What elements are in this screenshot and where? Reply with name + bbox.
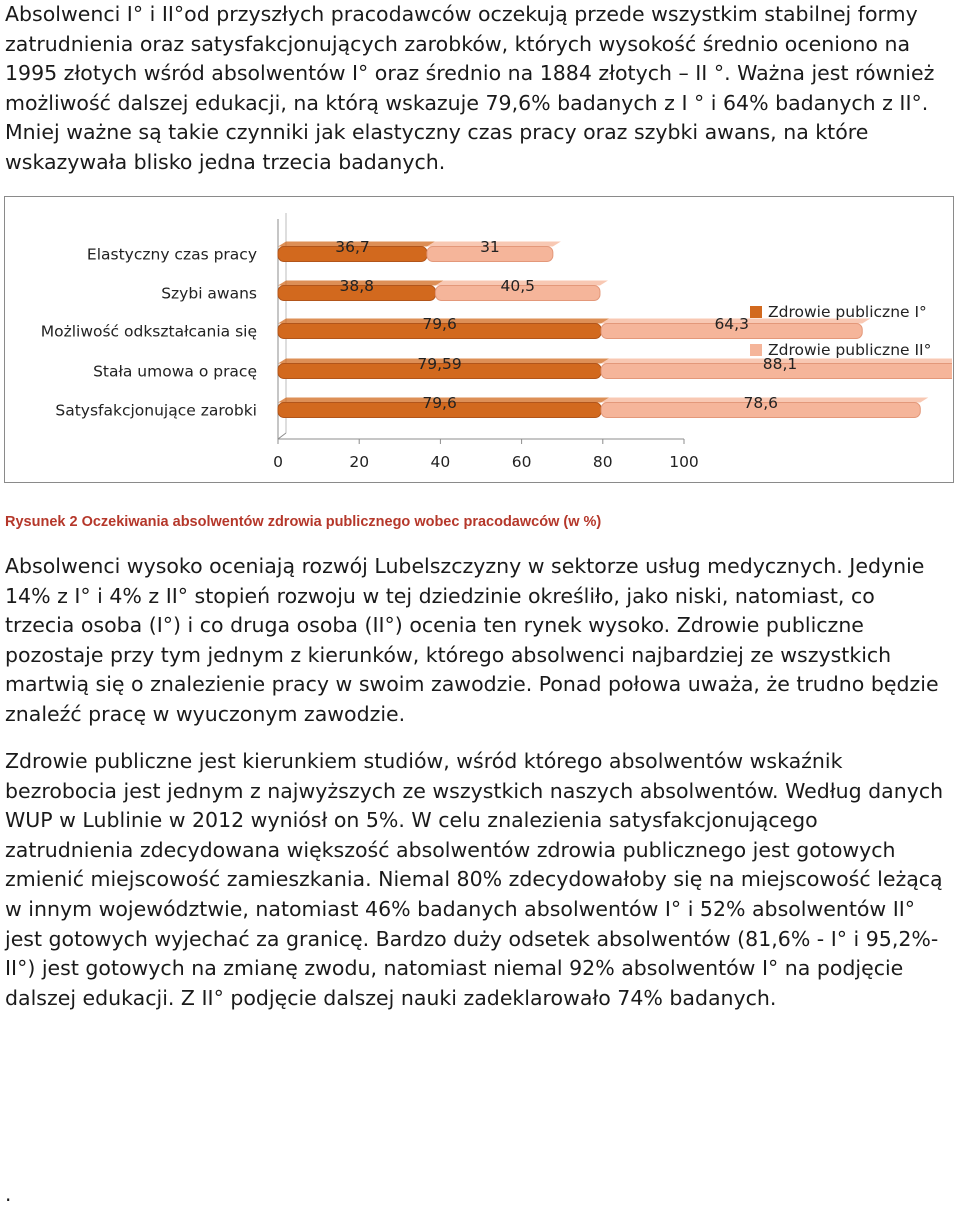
category-label: Szybi awans xyxy=(161,284,257,303)
intro-paragraph: Absolwenci I° i II°od przyszłych pracodawców oczekują przede wszystkim stabilnej formy zatrudnienia oraz satysfakcjonujących zarobków, których wysokość średnio oceniono na 1995 złotych wśród absolwentów I° oraz średnio na 1884 złotych – II °. Ważna jest również możliwość dalszej edukacji, na którą wskazuje 79,6% badanych z I ° i 64% badanych z II°. Mniej ważne są takie czynniki jak elastyczny czas pracy oraz szybki awans, na które wskazywała blisko jedna trzecia badanych. xyxy=(5,2,935,174)
ranking-paragraph: Absolwenci wysoko oceniają rozwój Lubelszczyzny w sektorze usług medycznych. Jedynie 14% z I° i 4% z II° stopień rozwoju w tej dziedzinie określiło, jako niski, natomiast, co trzecia osoba (I°) i co druga osoba (II°) ocenia ten rynek wysoko. Zdrowie publiczne pozostaje przy tym jednym z kierunków, którego absolwenci najbardziej ze wszystkich martwią się o znalezienie pracy w swoim zawodzie. Ponad połowa uważa, że trudno będzie znaleźć pracę w wyuczonym zawodzie. xyxy=(5,554,939,726)
x-tick-label: 60 xyxy=(511,453,532,471)
legend-label: Zdrowie publiczne I° xyxy=(768,303,927,321)
bar-value-label: 31 xyxy=(480,238,500,256)
bar-value-label: 38,8 xyxy=(339,277,375,295)
category-labels xyxy=(41,246,257,420)
x-axis xyxy=(273,439,699,471)
chart-bars xyxy=(278,238,952,418)
bar-value-label: 88,1 xyxy=(762,355,798,373)
figure-caption: Rysunek 2 Oczekiwania absolwentów zdrowia publicznego wobec pracodawców (w %) xyxy=(5,514,602,530)
category-label: Możliwość odkształcania się xyxy=(40,322,257,341)
chart-floor-edge xyxy=(278,433,286,439)
x-tick-label: 100 xyxy=(669,453,699,471)
x-tick-label: 0 xyxy=(273,453,283,471)
expectations-bar-chart xyxy=(5,197,952,481)
bar-value-label: 36,7 xyxy=(335,238,370,256)
unemployment-paragraph: Zdrowie publiczne jest kierunkiem studiów, wśród którego absolwentów wskaźnik bezrobocia jest jednym z najwyższych ze wszystkich naszych absolwentów. Według danych WUP w Lublinie w 2012 wyniósł on 5%. W celu znalezienia satysfakcjonującego zatrudnienia zdecydowana większość absolwentów zdrowia publicznego jest gotowych zmienić miejscowość zamieszkania. Niemal 80% zdecydowałoby się na miejscowość leżącą w innym województwie, natomiast 46% badanych absolwentów I° i 52% absolwentów II° jest gotowych wyjechać za granicę. Bardzo duży odsetek absolwentów (81,6% - I° i 95,2%-II°) jest gotowych na zmianę zwodu, natomiast niemal 92% absolwentów I° na podjęcie dalszej edukacji. Z II° podjęcie dalszej nauki zadeklarowało 74% badanych. xyxy=(5,749,944,1010)
x-tick-label: 40 xyxy=(430,453,451,471)
legend-swatch xyxy=(750,344,762,356)
legend-label: Zdrowie publiczne II° xyxy=(768,341,932,359)
bar-value-label: 79,6 xyxy=(422,394,457,412)
bar-value-label: 79,59 xyxy=(417,355,462,373)
bar-value-label: 40,5 xyxy=(500,277,536,295)
bar-value-label: 78,6 xyxy=(743,394,778,412)
trailing-dot: . xyxy=(5,1182,12,1206)
legend-swatch xyxy=(750,306,762,318)
category-label: Satysfakcjonujące zarobki xyxy=(55,401,257,420)
bar-value-label: 79,6 xyxy=(422,315,457,333)
chart-frame xyxy=(4,196,954,483)
legend-item xyxy=(750,303,927,321)
x-tick-label: 20 xyxy=(349,453,370,471)
category-label: Elastyczny czas pracy xyxy=(86,245,257,264)
bar-value-label: 64,3 xyxy=(714,315,749,333)
legend-item xyxy=(750,341,931,359)
x-tick-label: 80 xyxy=(592,453,613,471)
category-label: Stała umowa o pracę xyxy=(93,362,257,381)
